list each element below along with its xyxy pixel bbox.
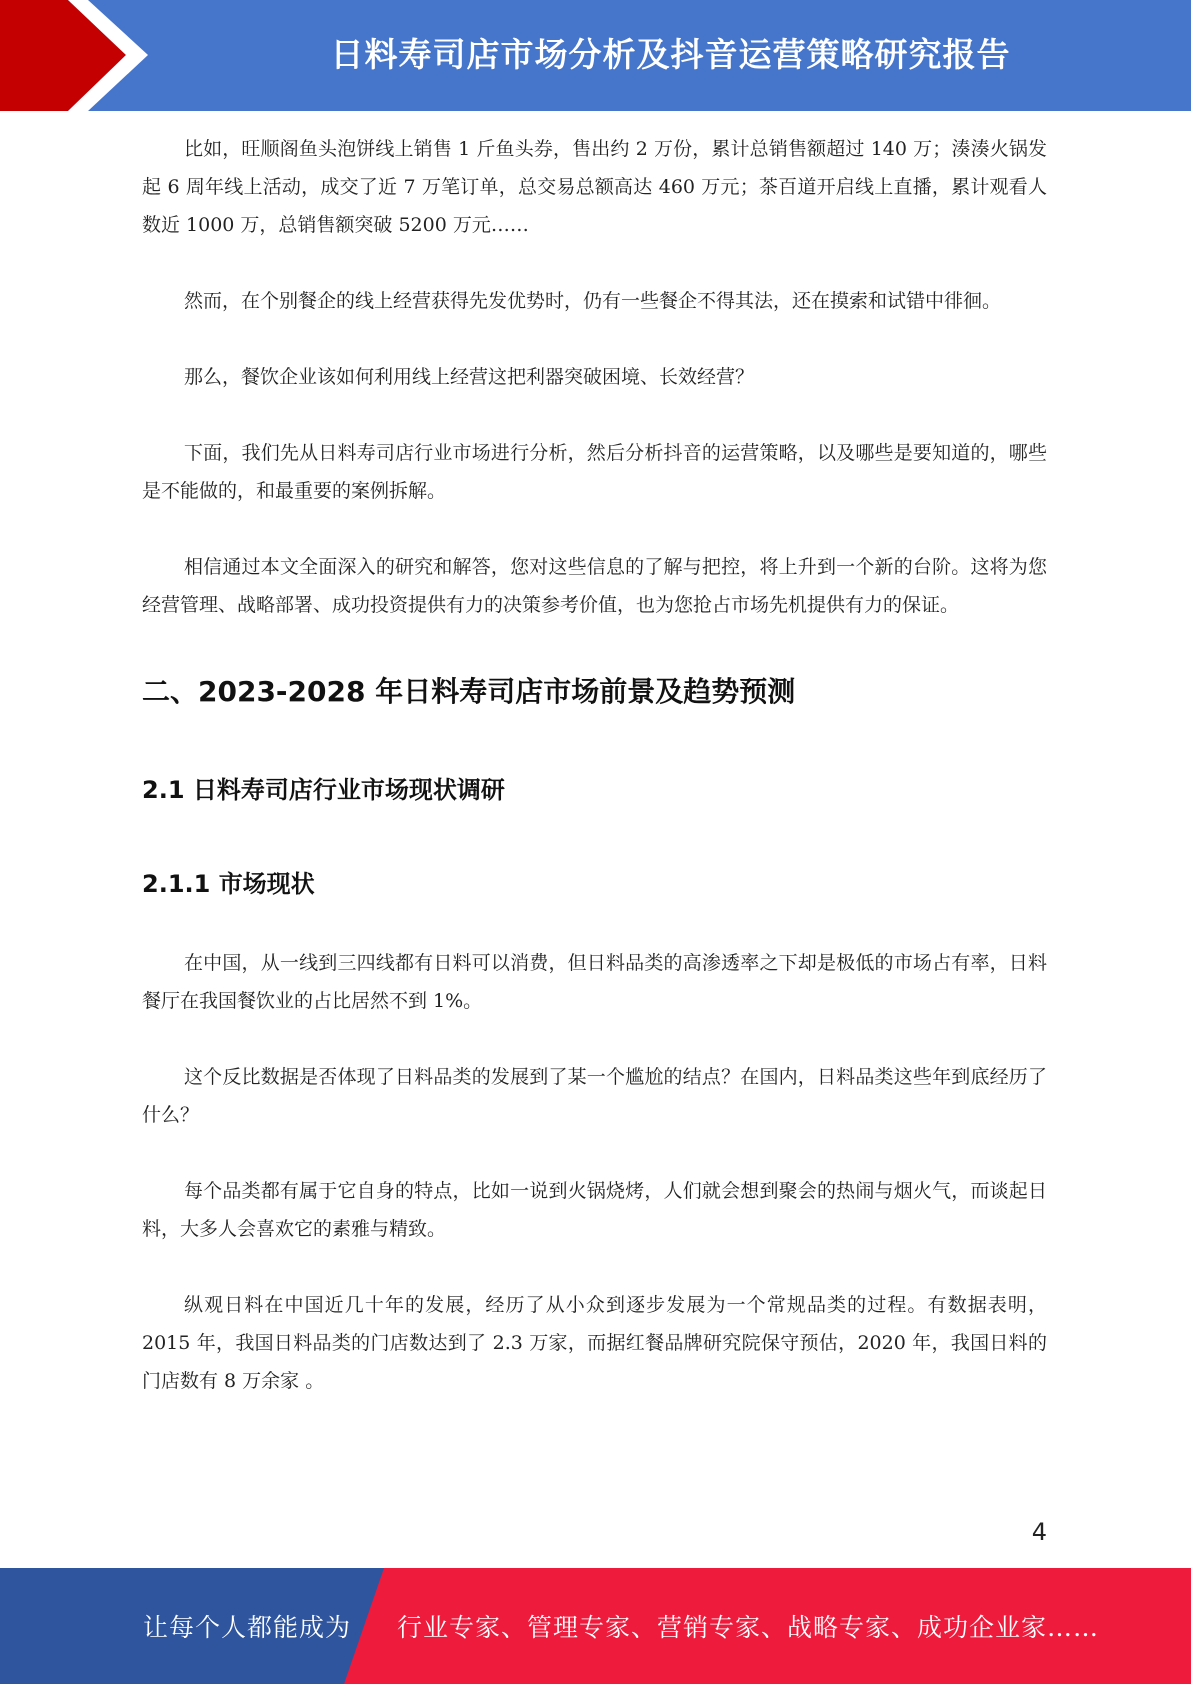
page-footer: [0, 1568, 1191, 1684]
footer-slogan-left: 让每个人都能成为: [143, 1613, 352, 1642]
page-number: 4: [1031, 1518, 1047, 1546]
paragraph: 下面，我们先从日料寿司店行业市场进行分析，然后分析抖音的运营策略，以及哪些是要知道的，哪些是不能做的，和最重要的案例拆解。: [142, 442, 1047, 502]
paragraph: 那么，餐饮企业该如何利用线上经营这把利器突破困境、长效经营？: [184, 366, 755, 388]
paragraph: 每个品类都有属于它自身的特点，比如一说到火锅烧烤，人们就会想到聚会的热闹与烟火气，而谈起日料，大多人会喜欢它的素雅与精致。: [142, 1180, 1047, 1240]
section-heading: 二、2023-2028 年日料寿司店市场前景及趋势预测: [142, 675, 796, 708]
paragraph: 相信通过本文全面深入的研究和解答，您对这些信息的了解与把控，将上升到一个新的台阶。这将为您经营管理、战略部署、成功投资提供有力的决策参考价值，也为您抢占市场先机提供有力的保证。: [142, 556, 1047, 616]
paragraph: 比如，旺顺阁鱼头泡饼线上销售 1 斤鱼头券，售出约 2 万份，累计总销售额超过 140 万；湊湊火锅发起 6 周年线上活动，成交了近 7 万笔订单，总交易总额高达 460 万元；茶百道开启线上直播，累计观看人数近 1000 万，总销售额突破 5200 万元……: [142, 138, 1047, 236]
paragraph: 然而，在个别餐企的线上经营获得先发优势时，仍有一些餐企不得其法，还在摸索和试错中徘徊。: [184, 290, 1002, 312]
paragraph: 在中国，从一线到三四线都有日料可以消费，但日料品类的高渗透率之下却是极低的市场占有率，日料餐厅在我国餐饮业的占比居然不到 1%。: [142, 952, 1047, 1012]
header-title: 日料寿司店市场分析及抖音运营策略研究报告: [330, 35, 1011, 74]
paragraph: 纵观日料在中国近几十年的发展，经历了从小众到逐步发展为一个常规品类的过程。有数据表明，2015 年，我国日料品类的门店数达到了 2.3 万家，而据红餐品牌研究院保守预估，2020 年，我国日料的门店数有 8 万余家 。: [142, 1294, 1047, 1392]
subsection-heading: 2.1 日料寿司店行业市场现状调研: [142, 776, 505, 804]
page-header: [0, 0, 1191, 111]
document-body: [142, 130, 1047, 1400]
paragraph: 这个反比数据是否体现了日料品类的发展到了某一个尴尬的结点？在国内，日料品类这些年到底经历了什么？: [142, 1066, 1047, 1126]
footer-slogan-right: 行业专家、管理专家、营销专家、战略专家、成功企业家……: [397, 1613, 1100, 1642]
subsubsection-heading: 2.1.1 市场现状: [142, 870, 315, 898]
